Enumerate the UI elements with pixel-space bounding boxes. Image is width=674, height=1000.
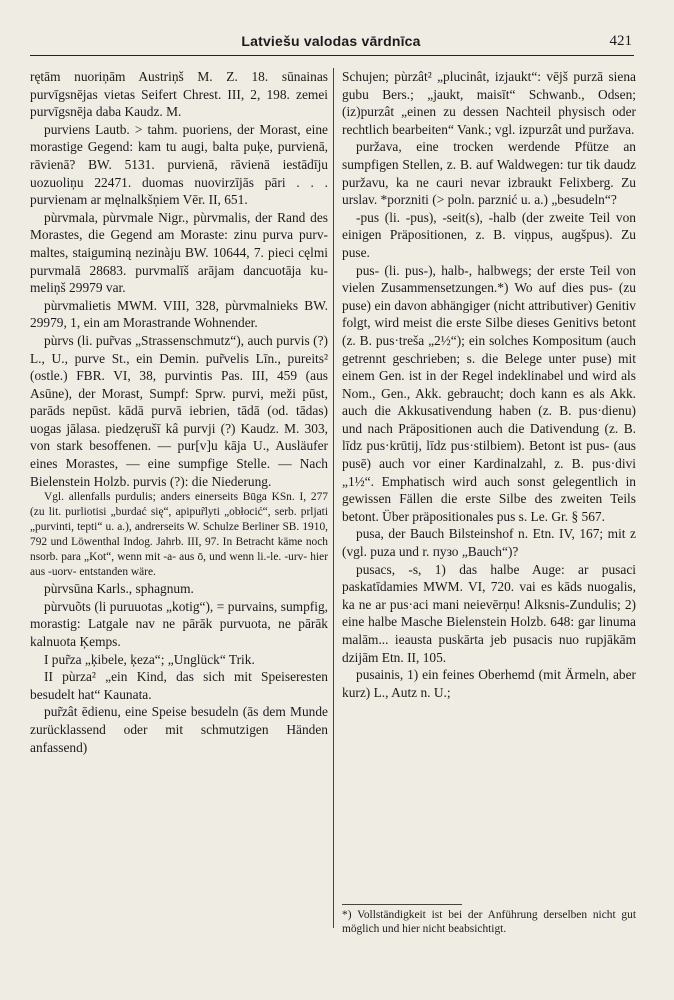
entry-purzat: pur̃zât ēdienu, eine Speise besudeln (ās dem Munde zurücklassend oder mit schmutzigen Händen anfassend)	[30, 704, 328, 755]
running-title: Latviešu valodas vārdnīca	[241, 33, 421, 49]
entry-purvmalietis: pùrvmalietis MWM. VIII, 328, pùrvmalnieks BW. 29979, 1, ein am Morastrande Wohnender.	[30, 297, 328, 331]
entry-purvsuna: pùrvsūna Karls., sphagnum.	[44, 581, 194, 597]
header-rule	[30, 55, 634, 56]
entry-purvmala: pùrvmala, pùrvmale Nigr., pùrvmalis, der Rand des Morastes, die Gegend am Moraste: zinu purva purvmaltes, staiguminą nezinàju BW. 10644, 7. pieci cęlmi purvmalā 28683. purvmalīš arājam dancuotāja kumeliņš 29979 var.	[30, 209, 328, 296]
page-number: 421	[609, 33, 632, 49]
entry-pusainis: pusainis, 1) ein feines Oberhemd (mit Ärmeln, aber kurz) L., Autz n. U.;	[342, 667, 636, 700]
right-column	[342, 68, 636, 701]
entry-purza-2: II pùrza² „ein Kind, das sich mit Speiseresten besudelt hat“ Kaunata.	[30, 669, 328, 702]
entry-purza-1: I pur̃za „ķibele, ķeza“; „Unglück“ Trik.	[44, 651, 255, 667]
entry-purviens: purviens Lautb. > tahm. puoriens, der Morast, eine morastige Gegend: kam tu augi, balta puķe, purvienā, rāvienā? BW. 5131. purvienā, rāvienā iestādīju uozuoliņu 22471. duomas nuovirzījās pāri . . . purvienam ar męlnalkšņiem Vēr. II, 651.	[30, 121, 328, 208]
entry-paragraph: rętām nuoriņām Austriņš M. Z. 18. sūnainas purvīgsnējas vietas Seifert Chrest. III, 2, 198. zemei purvīgsnēja daba Kaudz. M.	[30, 69, 328, 120]
entry-purvs: pùrvs (li. pur̃vas „Strassenschmutz“), auch purvis (?) L., U., purve St., ein Demin. pur̃velis Līn., pureits² (ostle.) FBR. VI, 38, purvintis Pas. III, 459 (aus Asūne), der Morast, Sumpf: Sprw. purvi, meži pūst, parāds nepūst. kādā purvā iebrien, tādā (od. tādas) uogas jālasa. piedzęrušī kâ purvji (?) Kaudz. M. 303, von stark besoffenen. — pur[v]u kāja U., Ausläufer eines Morastes, — eine sumpfige Stelle. — Nach Bielenstein Holzb. purvis (?): die Niederung.	[30, 332, 328, 489]
entry-pus-suffix: -pus (li. -pus), -seit(s), -halb (der zweite Teil von einigen Präpositionen, z. B. viņpus, augšpus). Zu puse.	[342, 209, 636, 260]
entry-purzat-cont: Schujen; pùrzât² „plucinât, izjaukt“: vējš purzā siena gubu Bers.; „jaukt, maisīt“ Schwanb., Odsen; (iz)purzât „einen zu dessen Nachteil physisch oder rechtlich bearbeiten“ Vank.; vgl. izpurzât und puržava.	[342, 69, 636, 137]
column-divider	[333, 68, 334, 928]
entry-pusacs: pusacs, -s, 1) das halbe Auge: ar pusaci paskatīdamies MWM. VI, 720. vai es kāds nuogalis, ka ne ar pus·aci mani neievērņu! Alksnis-Zundulis; 2) eine halbe Masche Bielenstein Holzb. 648: gar linuma malām... ieausta puskārta jeb pusacis nuo rupjākām dzijām Etn. II, 105.	[342, 561, 636, 665]
entry-purvs-note: Vgl. allenfalls purdulis; anders einerseits Būga KSn. I, 277 (zu lit. purliotisi „burdać się“, apipur̃lyti „obłocić“, serb. prljati „purvinti, tepti“ u. a.), andrerseits W. Schulze Berliner SB. 1910, 792 und Löwenthal Indog. Jahrb. III, 97. In Betracht käme noch nsorb. para „Kot“, wenn mit -a- aus ō, und wenn li.-le. -urv- hier aus -uorv- entstanden wäre.	[30, 491, 328, 579]
page-header	[30, 33, 632, 55]
footnote-rule	[342, 904, 462, 905]
footnote: *) Vollständigkeit ist bei der Anführung derselben nicht gut möglich und hier nicht beabsichtigt.	[342, 909, 636, 935]
entry-pus-prefix: pus- (li. pus-), halb-, halbwegs; der erste Teil von vielen Zusammensetzungen.*) Wo auf dies pus- (zu puse) ein davon abhängiger (nicht attributiver) Genitiv folgt, wird meist die erste Silbe dieses Genitivs betont (z. B. pus·treša „2½“); ein solches Kompositum (auch getrennt geschrieben; s. die Belege unter puse) mit einem Gen. ist in der Regel indeklinabel und wird als Nom., Gen., Akk. gebraucht; doch kann es als Akk. auch die Akkusativendung haben (z. B. pus·dienu) und nach Präpositionen auch die Dativendung (z. B. līdz pus·krūtij, līdz pus·stilbiem). Betont ist pus- (aus pusē) auch vor einer Kardinalzahl, z. B. pus·divi „1½“. Emphatisch wird auch sonst gelegentlich in gewissen Fällen die erste Silbe des zweiten Teils betont. Über präpositionales pus s. Le. Gr. § 567.	[342, 262, 636, 524]
entry-pusa: pusa, der Bauch Bilsteinshof n. Etn. IV, 167; mit z (vgl. puza und r. пузо „Bauch“)?	[342, 526, 636, 560]
entry-purzava: puržava, eine trocken werdende Pfütze an sumpfigen Stellen, z. B. auf Waldwegen: tur tik daudz puržavu, ka ne cauri nevar izbraukt Felixberg. Zu urslav. *porzniti (> poln. parznić u. a.) „besudeln“?	[342, 139, 636, 208]
entry-purvuots: pùrvuõts (li puruuotas „kotig“), = purvains, sumpfig, morastig: Latgale nav ne pārāk purvuota, ne pārāk kalnuota Ķemps.	[30, 598, 328, 650]
left-column	[30, 68, 328, 756]
